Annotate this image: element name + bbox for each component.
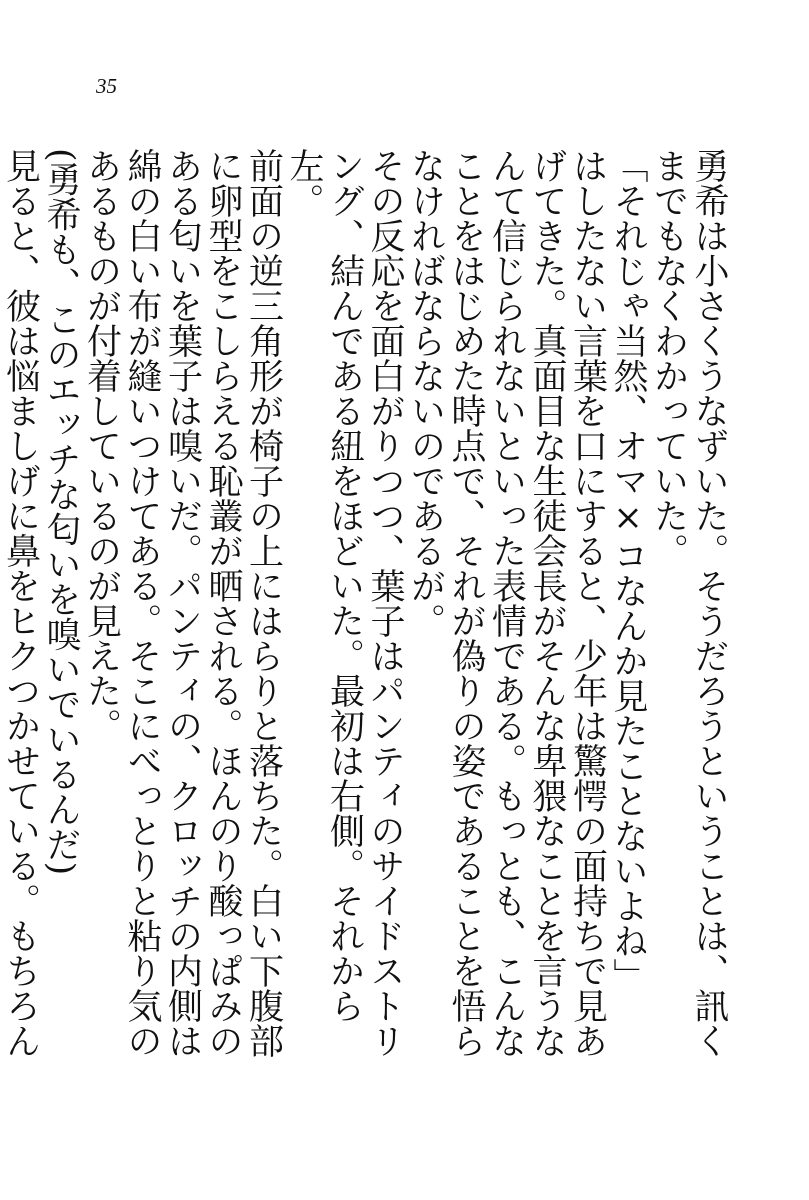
paragraph-5: 前面の逆三角形が椅子の上にはらりと落ちた。白い下腹部に卵型をこしらえる恥叢が晒される。ほんのり酸っぱみのある匂いを葉子は嗅いだ。パンティの、クロッチの内側は綿の白い布が縫いつけてある。そこにべっとりと粘り気のあるものが付着しているのが見えた。 <box>81 148 284 1058</box>
paragraph-3: はしたない言葉を口にすると、少年は驚愕の面持ちで見あげてきた。真面目な生徒会長がそんな卑猥なことを言うなんて信じられないといった表情である。もっとも、こんなことをはじめた時点で、それが偽りの姿であることを悟らなければならないのであるが。 <box>405 148 608 1058</box>
paragraph-1: 勇希は小さくうなずいた。そうだろうということは、訊くまでもなくわかっていた。 <box>648 148 729 1058</box>
page-number: 35 <box>96 74 117 98</box>
paragraph-2: 「それじゃ当然、オマ×コなんか見たことないよね」 <box>608 148 648 993</box>
paragraph-7: 見ると、彼は悩ましげに鼻をヒクつかせている。もちろん <box>0 148 41 1058</box>
paragraph-4: その反応を面白がりつつ、葉子はパンティのサイドストリング、結んである紐をほどいた。最初は右側。それから左。 <box>284 148 405 1058</box>
vertical-text-body <box>0 148 729 1088</box>
paragraph-6: (勇希も、このエッチな匂いを嗅いでいるんだ) <box>41 148 81 876</box>
